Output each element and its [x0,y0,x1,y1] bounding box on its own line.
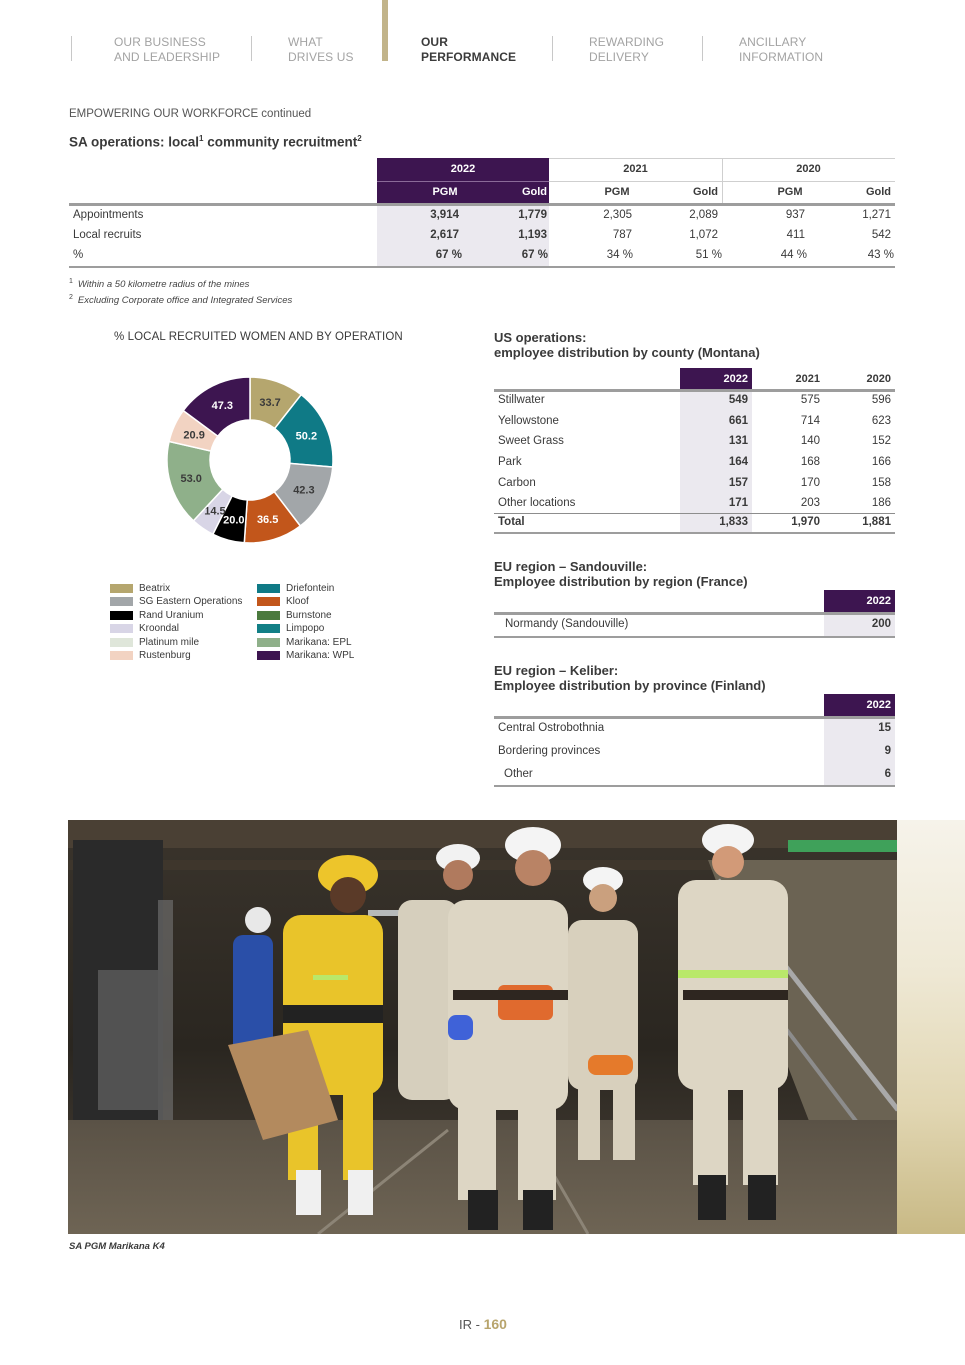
cell-value: 164 [728,456,748,468]
france-employee-table [494,590,895,638]
cell-value: 575 [800,394,820,406]
cell-value: 67 % [521,249,548,261]
table-bottom-rule [69,266,895,268]
cell-value: 549 [728,394,748,406]
cell-value: 411 [786,229,805,241]
row-label: Yellowstone [498,415,559,427]
nav-item-our-business[interactable] [114,35,220,65]
legend-label: Limpopo [286,623,325,635]
row-label: Park [498,456,522,468]
decorative-gradient-strip [897,820,965,1234]
cell-value: 157 [728,477,748,489]
table-row [69,205,895,226]
legend-label: Driefontein [286,583,335,594]
donut-slice-label: 20.9 [183,429,205,442]
nav-label: AND LEADERSHIP [114,50,221,64]
footnote-mark: 1 [69,278,73,285]
nav-label: DRIVES US [288,50,354,64]
row-label: Normandy (Sandouville) [505,618,629,630]
title-line: EU region – Sandouville: [494,559,648,574]
nav-label: WHAT [288,35,323,49]
year-header-2020: 2020 [866,373,891,385]
legend-swatch [110,597,133,606]
france-table-title [494,559,748,589]
cell-value: 51 % [695,249,722,261]
legend-swatch [257,651,280,660]
cell-value: 1,833 [719,516,748,528]
nav-item-what-drives-us[interactable] [288,35,354,65]
title-line: Employee distribution by province (Finland) [494,678,766,693]
cell-value: 1,193 [518,229,547,241]
nav-active-indicator [382,0,388,61]
donut-chart [160,370,340,550]
cell-value: 131 [728,435,748,447]
footnote-2 [69,294,292,306]
nav-divider [251,36,252,61]
cell-value: 596 [871,394,891,406]
top-navigation [0,0,965,80]
legend-swatch [257,597,280,606]
nav-label: REWARDING [589,35,665,49]
nav-item-ancillary-information[interactable] [739,35,823,65]
photo-illustration [68,820,898,1234]
cell-value: 1,881 [862,516,891,528]
legend-label: Platinum mile [139,636,200,648]
row-label: Other locations [498,497,576,509]
table-bottom-rule [494,785,895,787]
table-row [69,225,895,246]
finland-table-title [494,663,766,693]
year-header-2021: 2021 [795,373,820,385]
table-row [494,390,895,411]
row-label: Other [504,768,533,780]
cell-value: 186 [871,497,891,509]
donut-slice-label: 42.3 [293,484,315,497]
footnote-text: Excluding Corporate office and Integrated Services [77,295,293,307]
footnote-ref: 2 [357,134,362,143]
table-row [494,718,895,739]
cell-value: 623 [871,415,891,427]
table-bottom-rule [494,532,895,534]
cell-value: 6 [884,768,891,780]
nav-label: ANCILLARY [739,35,807,49]
cell-value: 140 [800,435,820,447]
cell-value: 44 % [780,249,807,261]
cell-value: 542 [871,229,891,241]
us-table-title [494,330,760,360]
finland-employee-table [494,694,895,788]
legend-label: SG Eastern Operations [139,596,243,608]
table-row [494,614,895,635]
donut-slice-label: 50.2 [295,430,318,443]
legend-swatch [110,638,133,647]
nav-label: INFORMATION [739,50,824,64]
cell-value: 158 [871,477,891,489]
year-header-2022: 2022 [824,590,895,612]
table-bottom-rule [494,636,895,638]
table-column-divider [722,158,723,203]
legend-swatch [257,624,280,633]
title-text: SA operations: local [69,134,200,150]
cell-value: 9 [884,745,891,757]
table-row [494,741,895,762]
cell-value: 937 [785,209,805,221]
cell-value: 43 % [867,249,894,261]
year-header-2022: 2022 [377,158,549,181]
legend-label: Marikana: WPL [286,650,355,661]
legend-label: Rustenburg [139,650,191,661]
year-header-2021: 2021 [623,163,648,175]
row-label: Stillwater [498,394,545,406]
page-value: 160 [483,1316,507,1332]
table-row [494,452,895,473]
cell-value: 168 [800,456,820,468]
photo-caption: SA PGM Marikana K4 [69,1241,165,1252]
row-label: Local recruits [73,229,142,241]
cell-value: 2,089 [689,209,718,221]
year-header-2020: 2020 [796,163,821,175]
col-header-gold-2021: Gold [692,186,718,198]
legend-label: Burnstone [286,609,332,621]
table-row [494,411,895,432]
cell-value: 3,914 [430,209,459,221]
legend-swatch [110,584,133,593]
row-label: Carbon [498,477,536,489]
donut-slice-label: 53.0 [180,473,202,486]
nav-divider [702,36,703,61]
donut-slice-label: 20.0 [223,514,245,527]
table-row [494,764,895,785]
legend-swatch [110,611,133,620]
cell-value: 34 % [606,249,633,261]
cell-value: 170 [800,477,820,489]
legend-swatch [257,584,280,593]
footnote-ref: 1 [199,134,204,143]
cell-value: 1,271 [862,209,891,221]
title-line: Employee distribution by region (France) [494,574,748,589]
row-label: % [73,249,84,261]
nav-label: OUR [421,35,448,49]
legend-swatch [257,611,280,620]
cell-value: 1,970 [791,516,820,528]
row-label: Central Ostrobothnia [498,722,605,734]
footnote-text: Within a 50 kilometre radius of the mines [77,279,250,291]
cell-value: 203 [800,497,820,509]
row-label: Appointments [73,209,144,221]
cell-value: 166 [871,456,891,468]
cell-value: 15 [878,722,891,734]
nav-label: OUR BUSINESS [114,35,206,49]
donut-slice-label: 33.7 [259,396,281,409]
cell-value: 1,779 [518,209,547,221]
title-line: employee distribution by county (Montana) [494,345,760,360]
cell-value: 661 [728,415,748,427]
footnote-mark: 2 [69,294,73,301]
legend-label: Kloof [286,596,309,608]
year-header-2022: 2022 [680,368,752,390]
donut-slice-label: 14.5 [204,505,226,518]
cell-value: 2,617 [430,229,459,241]
us-employee-table [494,368,895,533]
col-header-pgm-2020: PGM [777,186,803,198]
sa-table-title [69,134,362,150]
nav-item-our-performance[interactable] [421,35,516,65]
table-total-row [494,512,895,533]
nav-divider [71,36,72,61]
cell-value: 200 [871,618,891,630]
table-year-header [69,158,895,181]
table-row [494,431,895,452]
legend-label: Kroondal [139,623,180,635]
row-label: Bordering provinces [498,745,601,757]
title-text: community recruitment [203,134,358,150]
chart-title: % LOCAL RECRUITED WOMEN AND BY OPERATION [114,331,403,343]
footnote-1 [69,278,249,290]
col-header-pgm-2022: PGM [432,186,458,198]
page-number [459,1316,507,1332]
cell-value: 152 [871,435,891,447]
col-header-pgm-2021: PGM [604,186,630,198]
legend-label: Marikana: EPL [286,636,352,648]
legend-label: Rand Uranium [139,609,204,621]
legend-swatch [110,651,133,660]
nav-label: DELIVERY [589,50,649,64]
year-header-2022: 2022 [824,694,895,716]
cell-value: 171 [728,497,748,509]
donut-slice-label: 36.5 [256,513,279,526]
nav-divider [552,36,553,61]
table-row [494,493,895,514]
donut-slice-label: 47.3 [211,400,234,413]
cell-value: 2,305 [603,209,632,221]
cell-value: 67 % [435,249,462,261]
legend-label: Beatrix [139,583,171,594]
col-header-gold-2022: Gold [521,186,547,198]
row-label: Total [498,516,525,528]
page-prefix: IR - [459,1317,484,1332]
table-rule [377,181,549,182]
row-label: Sweet Grass [498,435,564,447]
legend-swatch [110,624,133,633]
nav-item-rewarding-delivery[interactable] [589,35,664,65]
nav-label: PERFORMANCE [421,50,517,64]
title-line: EU region – Keliber: [494,663,619,678]
title-line: US operations: [494,330,587,345]
cell-value: 787 [612,229,632,241]
table-row [494,473,895,494]
cell-value: 714 [800,415,820,427]
col-header-gold-2020: Gold [865,186,891,198]
legend-swatch [257,638,280,647]
photo-mine-workers [68,820,898,1234]
table-row [69,245,895,266]
table-sub-header [69,181,895,203]
cell-value: 1,072 [689,229,718,241]
section-label: EMPOWERING OUR WORKFORCE continued [69,108,312,120]
